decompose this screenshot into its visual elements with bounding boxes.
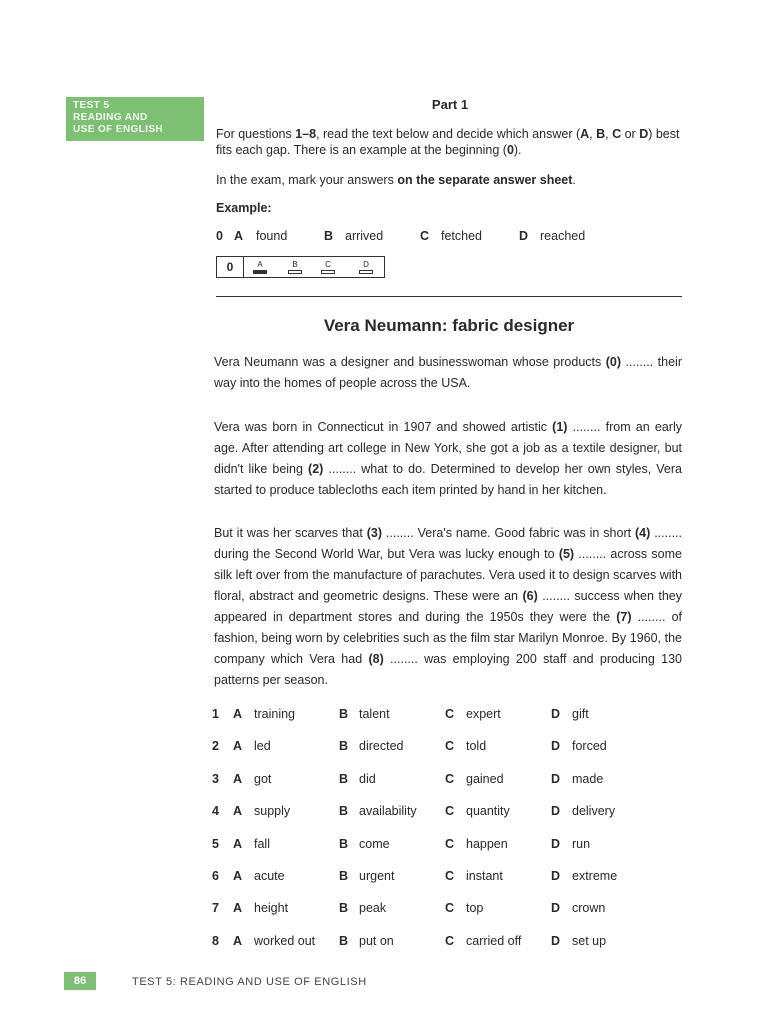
option-text: directed [359, 739, 404, 754]
option-letter: C [445, 901, 455, 916]
question-number: 7 [212, 901, 219, 916]
option-text: run [572, 836, 591, 851]
option-text: put on [359, 933, 394, 948]
option-letter: C [445, 836, 455, 851]
question-number: 2 [212, 739, 219, 754]
option-letter: B [339, 739, 349, 754]
option-letter: C [420, 229, 430, 243]
option-text: training [254, 707, 295, 721]
option-text: acute [254, 869, 285, 883]
question-number: 1 [212, 707, 219, 721]
option-letter: B [339, 933, 349, 948]
option-text: come [359, 836, 390, 851]
option-text: crown [572, 901, 606, 916]
option-text: led [254, 739, 271, 754]
article-paragraph: Vera Neumann was a designer and businesswoman whose products (0) ........ their way into the homes of people across the USA. [214, 355, 682, 390]
option-text: top [466, 901, 484, 916]
question-row [212, 772, 682, 790]
article-paragraph: Vera was born in Connecticut in 1907 and showed artistic (1) ........ from an early age. After attending art college in New York, she got a job as a textile designer, but didn't like being (2) ........ what to do. Determined to develop her own styles, Vera started to produce tablecloths each item printed by hand in her kitchen. [214, 420, 682, 497]
option-text: reached [540, 229, 586, 243]
option-letter: B [339, 901, 349, 916]
option-letter: D [551, 739, 561, 754]
option-text: urgent [359, 869, 395, 883]
answer-mark [288, 270, 302, 274]
option-letter: C [445, 933, 455, 948]
option-letter: A [233, 901, 243, 916]
option-text: height [254, 901, 289, 916]
option-letter: C [445, 739, 455, 754]
answer-option-d: D [359, 260, 373, 274]
option-letter: B [324, 229, 334, 243]
question-number: 6 [212, 869, 219, 883]
option-text: talent [359, 707, 390, 721]
option-text: carried off [466, 933, 522, 948]
question-row [212, 934, 682, 952]
option-letter: B [339, 804, 349, 819]
option-text: set up [572, 933, 607, 948]
option-text: worked out [254, 933, 316, 948]
question-row [212, 804, 682, 822]
answer-mark [321, 270, 335, 274]
option-letter: D [551, 901, 561, 916]
option-letter: D [519, 229, 529, 243]
question-row [212, 837, 682, 855]
option-text: arrived [345, 229, 384, 243]
option-letter: A [233, 739, 243, 754]
option-letter: D [551, 836, 561, 851]
option-text: instant [466, 869, 503, 883]
question-row [212, 869, 682, 887]
option-letter: D [551, 771, 561, 786]
option-text: expert [466, 707, 501, 721]
option-letter: D [551, 707, 561, 721]
instructions-text: For questions 1–8, read the text below and decide which answer (A, B, C or D) best fits each gap. There is an example at the beginning (0). [216, 127, 680, 157]
option-letter: A [233, 836, 243, 851]
answer-option-b: B [288, 260, 302, 274]
option-letter: A [233, 707, 243, 721]
option-text: availability [359, 804, 417, 819]
answer-option-c: C [321, 260, 335, 274]
question-row [212, 707, 682, 725]
part-title: Part 1 [431, 97, 469, 112]
example-answer-box [216, 256, 385, 278]
option-text: quantity [466, 804, 510, 819]
option-letter: A [234, 229, 244, 243]
option-text: did [359, 771, 376, 786]
section-tab-line: TEST 5 [73, 100, 110, 111]
option-letter: C [445, 771, 455, 786]
option-letter: A [233, 804, 243, 819]
option-text: got [254, 771, 272, 786]
option-letter: C [445, 869, 455, 883]
option-text: happen [466, 836, 508, 851]
question-row [212, 901, 682, 919]
option-text: forced [572, 739, 607, 754]
option-letter: B [339, 707, 349, 721]
article-paragraph: But it was her scarves that (3) ........ Vera's name. Good fabric was in short (4) ........ during the Second World War, but Vera was lucky enough to (5) ........ across some silk left over from the manufacture of parachutes. Vera used it to design scarves with floral, abstract and geometric designs. These were an (6) ........ success when they appeared in department stores and during the 1950s they were the (7) ........ of fashion, being worn by celebrities such as the film star Marilyn Monroe. By 1960, the company which Vera had (8) ........ was employing 200 staff and producing 130 patterns per season. [214, 526, 683, 687]
option-letter: D [551, 933, 561, 948]
exam-note: In the exam, mark your answers on the separate answer sheet. [216, 173, 576, 187]
question-number: 4 [212, 804, 219, 819]
section-tab-line: READING AND [73, 112, 148, 123]
section-tab-line: USE OF ENGLISH [73, 124, 164, 135]
option-text: gained [466, 771, 504, 786]
option-text: delivery [572, 804, 616, 819]
option-text: gift [572, 707, 589, 721]
running-footer: TEST 5: READING AND USE OF ENGLISH [132, 976, 367, 988]
option-text: told [466, 739, 487, 754]
page-number: 86 [64, 972, 96, 990]
option-letter: B [339, 869, 349, 883]
option-letter: B [339, 836, 349, 851]
example-label: Example: [216, 201, 272, 215]
article-title: Vera Neumann: fabric designer [323, 316, 575, 335]
option-letter: A [233, 869, 243, 883]
option-letter: D [551, 869, 561, 883]
option-text: extreme [572, 869, 618, 883]
option-text: fetched [441, 229, 483, 243]
answer-mark [359, 270, 373, 274]
option-text: supply [254, 804, 291, 819]
question-number: 0 [216, 229, 223, 243]
option-letter: A [233, 771, 243, 786]
option-letter: C [445, 707, 455, 721]
option-text: peak [359, 901, 387, 916]
question-row [212, 739, 682, 757]
answer-mark [253, 270, 267, 274]
option-letter: A [233, 933, 243, 948]
divider [216, 296, 682, 297]
option-letter: C [445, 804, 455, 819]
option-letter: B [339, 771, 349, 786]
question-number: 3 [212, 771, 219, 786]
option-text: found [256, 229, 288, 243]
question-number: 5 [212, 836, 219, 851]
answer-option-a: A [253, 260, 267, 274]
answer-box-number: 0 [217, 257, 244, 277]
question-number: 8 [212, 933, 219, 948]
option-text: fall [254, 836, 270, 851]
section-tab [66, 97, 204, 141]
option-text: made [572, 771, 604, 786]
option-letter: D [551, 804, 561, 819]
